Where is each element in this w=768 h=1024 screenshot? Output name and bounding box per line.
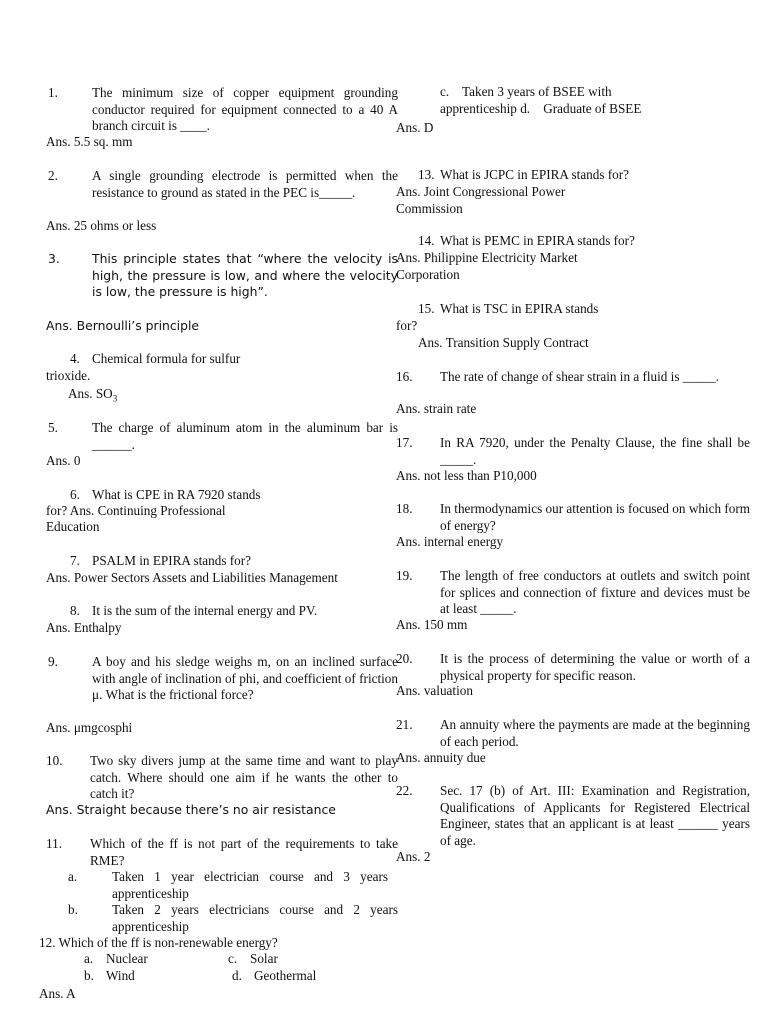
answer-18: Ans. internal energy xyxy=(396,534,504,549)
question-text: What is JCPC in EPIRA stands for? xyxy=(440,167,630,182)
question-number: 3. xyxy=(48,251,60,266)
answer-17: Ans. not less than P10,000 xyxy=(396,468,537,483)
answer-14: Ans. Philippine Electricity Market xyxy=(396,250,578,265)
option-12-a xyxy=(84,951,148,968)
answer-9: Ans. μmgcosphi xyxy=(46,720,133,735)
option-11-b xyxy=(68,902,398,935)
question-number: 7. xyxy=(70,553,80,568)
question-text: It is the sum of the internal energy and PV. xyxy=(92,603,318,618)
question-4-continued: trioxide. xyxy=(46,368,91,383)
answer-subscript: 3 xyxy=(112,393,118,404)
option-text: Taken 1 year electrician course and 3 years apprenticeship xyxy=(112,869,388,901)
answer-15: Ans. Transition Supply Contract xyxy=(418,335,589,350)
question-text: Chemical formula for sulfur xyxy=(92,351,241,366)
option-12-b xyxy=(84,968,135,985)
question-9 xyxy=(48,654,398,704)
question-text: Sec. 17 (b) of Art. III: Examination and Registration, Qualifications of Applicants for Registered Electrical Engineer, states that an applicant is at least ______ years of age. xyxy=(440,783,750,848)
question-number: 9. xyxy=(48,654,58,669)
question-number: 20. xyxy=(396,651,413,666)
question-5 xyxy=(48,420,398,453)
question-16 xyxy=(396,369,750,386)
question-12: 12. Which of the ff is non-renewable energy? xyxy=(39,935,278,950)
option-letter: c. xyxy=(228,951,238,966)
question-20 xyxy=(396,651,750,684)
option-letter: b. xyxy=(68,902,78,917)
question-10 xyxy=(46,753,398,803)
question-6-continued: for? Ans. Continuing Professional xyxy=(46,503,226,518)
question-21 xyxy=(396,717,750,750)
answer-text: Ans. SO xyxy=(68,386,113,401)
answer-12: Ans. A xyxy=(39,986,76,1001)
question-13 xyxy=(418,167,629,184)
answer-20: Ans. valuation xyxy=(396,683,473,698)
answer-7: Ans. Power Sectors Assets and Liabilities Management xyxy=(46,570,338,585)
question-text: It is the process of determining the value or worth of a physical property for specific reason. xyxy=(440,651,750,683)
question-text: In thermodynamics our attention is focused on which form of energy? xyxy=(440,501,750,533)
question-19 xyxy=(396,568,750,618)
question-number: 13. xyxy=(418,167,435,182)
option-11-c xyxy=(440,84,612,101)
option-text: Nuclear xyxy=(106,951,148,966)
option-text: Geothermal xyxy=(254,968,317,983)
option-11-d: apprenticeship d. Graduate of BSEE xyxy=(440,101,642,116)
question-3 xyxy=(48,251,398,301)
question-text: PSALM in EPIRA stands for? xyxy=(92,553,251,568)
question-text: What is TSC in EPIRA stands xyxy=(440,301,599,316)
option-12-d xyxy=(232,968,316,985)
question-7 xyxy=(70,553,251,570)
question-number: 16. xyxy=(396,369,413,384)
question-text: The minimum size of copper equipment grounding conductor required for equipment connected to a 40 A branch circuit is ____. xyxy=(92,85,398,133)
question-11 xyxy=(46,836,398,869)
answer-11: Ans. D xyxy=(396,120,434,135)
question-6-continued-2: Education xyxy=(46,519,100,534)
question-2 xyxy=(48,168,398,201)
question-17 xyxy=(396,435,750,468)
question-text: A single grounding electrode is permitted when the resistance to ground as stated in the PEC is_____. xyxy=(92,168,398,200)
answer-19: Ans. 150 mm xyxy=(396,617,468,632)
question-number: 10. xyxy=(46,753,63,768)
option-text: Solar xyxy=(250,951,278,966)
option-text: Taken 3 years of BSEE with xyxy=(462,84,612,99)
question-15-continued: for? xyxy=(396,318,418,333)
question-number: 5. xyxy=(48,420,58,435)
option-text: Wind xyxy=(106,968,135,983)
answer-1: Ans. 5.5 sq. mm xyxy=(46,134,133,149)
question-text: An annuity where the payments are made at the beginning of each period. xyxy=(440,717,750,749)
question-text: Two sky divers jump at the same time and want to play catch. Where should one aim if he wants the other to catch it? xyxy=(90,753,398,801)
question-4 xyxy=(70,351,240,368)
option-12-c xyxy=(228,951,278,968)
question-number: 8. xyxy=(70,603,80,618)
question-number: 15. xyxy=(418,301,435,316)
question-text: The rate of change of shear strain in a fluid is _____. xyxy=(440,369,720,384)
question-text: What is CPE in RA 7920 stands xyxy=(92,487,261,502)
question-text: A boy and his sledge weighs m, on an inclined surface with angle of inclination of phi, and coefficient of friction μ. What is the frictional force? xyxy=(92,654,398,702)
question-number: 21. xyxy=(396,717,413,732)
answer-8: Ans. Enthalpy xyxy=(46,620,122,635)
option-letter: c. xyxy=(440,84,450,99)
question-1 xyxy=(48,85,398,135)
question-number: 6. xyxy=(70,487,80,502)
question-8 xyxy=(70,603,317,620)
question-number: 4. xyxy=(70,351,80,366)
question-text: This principle states that “where the velocity is high, the pressure is low, and where the velocity is low, the pressure is high”. xyxy=(92,251,398,299)
question-number: 19. xyxy=(396,568,413,583)
answer-21: Ans. annuity due xyxy=(396,750,486,765)
answer-13-continued: Commission xyxy=(396,201,463,216)
question-number: 22. xyxy=(396,783,413,798)
question-22 xyxy=(396,783,750,849)
question-text: What is PEMC in EPIRA stands for? xyxy=(440,233,635,248)
answer-10: Ans. Straight because there’s no air resistance xyxy=(46,802,336,817)
option-text: Taken 2 years electricians course and 2 years apprenticeship xyxy=(112,902,398,934)
question-number: 14. xyxy=(418,233,435,248)
question-text: In RA 7920, under the Penalty Clause, the fine shall be _____. xyxy=(440,435,750,467)
question-number: 18. xyxy=(396,501,413,516)
question-6 xyxy=(70,487,261,504)
option-letter: b. xyxy=(84,968,94,983)
option-letter: d. xyxy=(232,968,242,983)
question-number: 17. xyxy=(396,435,413,450)
answer-5: Ans. 0 xyxy=(46,453,81,468)
answer-13: Ans. Joint Congressional Power xyxy=(396,184,566,199)
question-15 xyxy=(418,301,598,318)
question-text: The length of free conductors at outlets and switch point for splices and connection of fixture and devices must be at least _____. xyxy=(440,568,750,616)
answer-4 xyxy=(68,386,117,407)
question-18 xyxy=(396,501,750,534)
question-text: The charge of aluminum atom in the aluminum bar is ______. xyxy=(92,420,398,452)
answer-3: Ans. Bernoulli’s principle xyxy=(46,318,200,333)
question-number: 11. xyxy=(46,836,62,851)
question-number: 2. xyxy=(48,168,58,183)
option-letter: a. xyxy=(68,869,78,884)
answer-14-continued: Corporation xyxy=(396,267,460,282)
answer-16: Ans. strain rate xyxy=(396,401,477,416)
question-text: Which of the ff is not part of the requirements to take RME? xyxy=(90,836,398,868)
question-number: 1. xyxy=(48,85,58,100)
option-letter: a. xyxy=(84,951,94,966)
option-11-a xyxy=(68,869,388,902)
answer-2: Ans. 25 ohms or less xyxy=(46,218,157,233)
answer-22: Ans. 2 xyxy=(396,849,431,864)
question-14 xyxy=(418,233,635,250)
